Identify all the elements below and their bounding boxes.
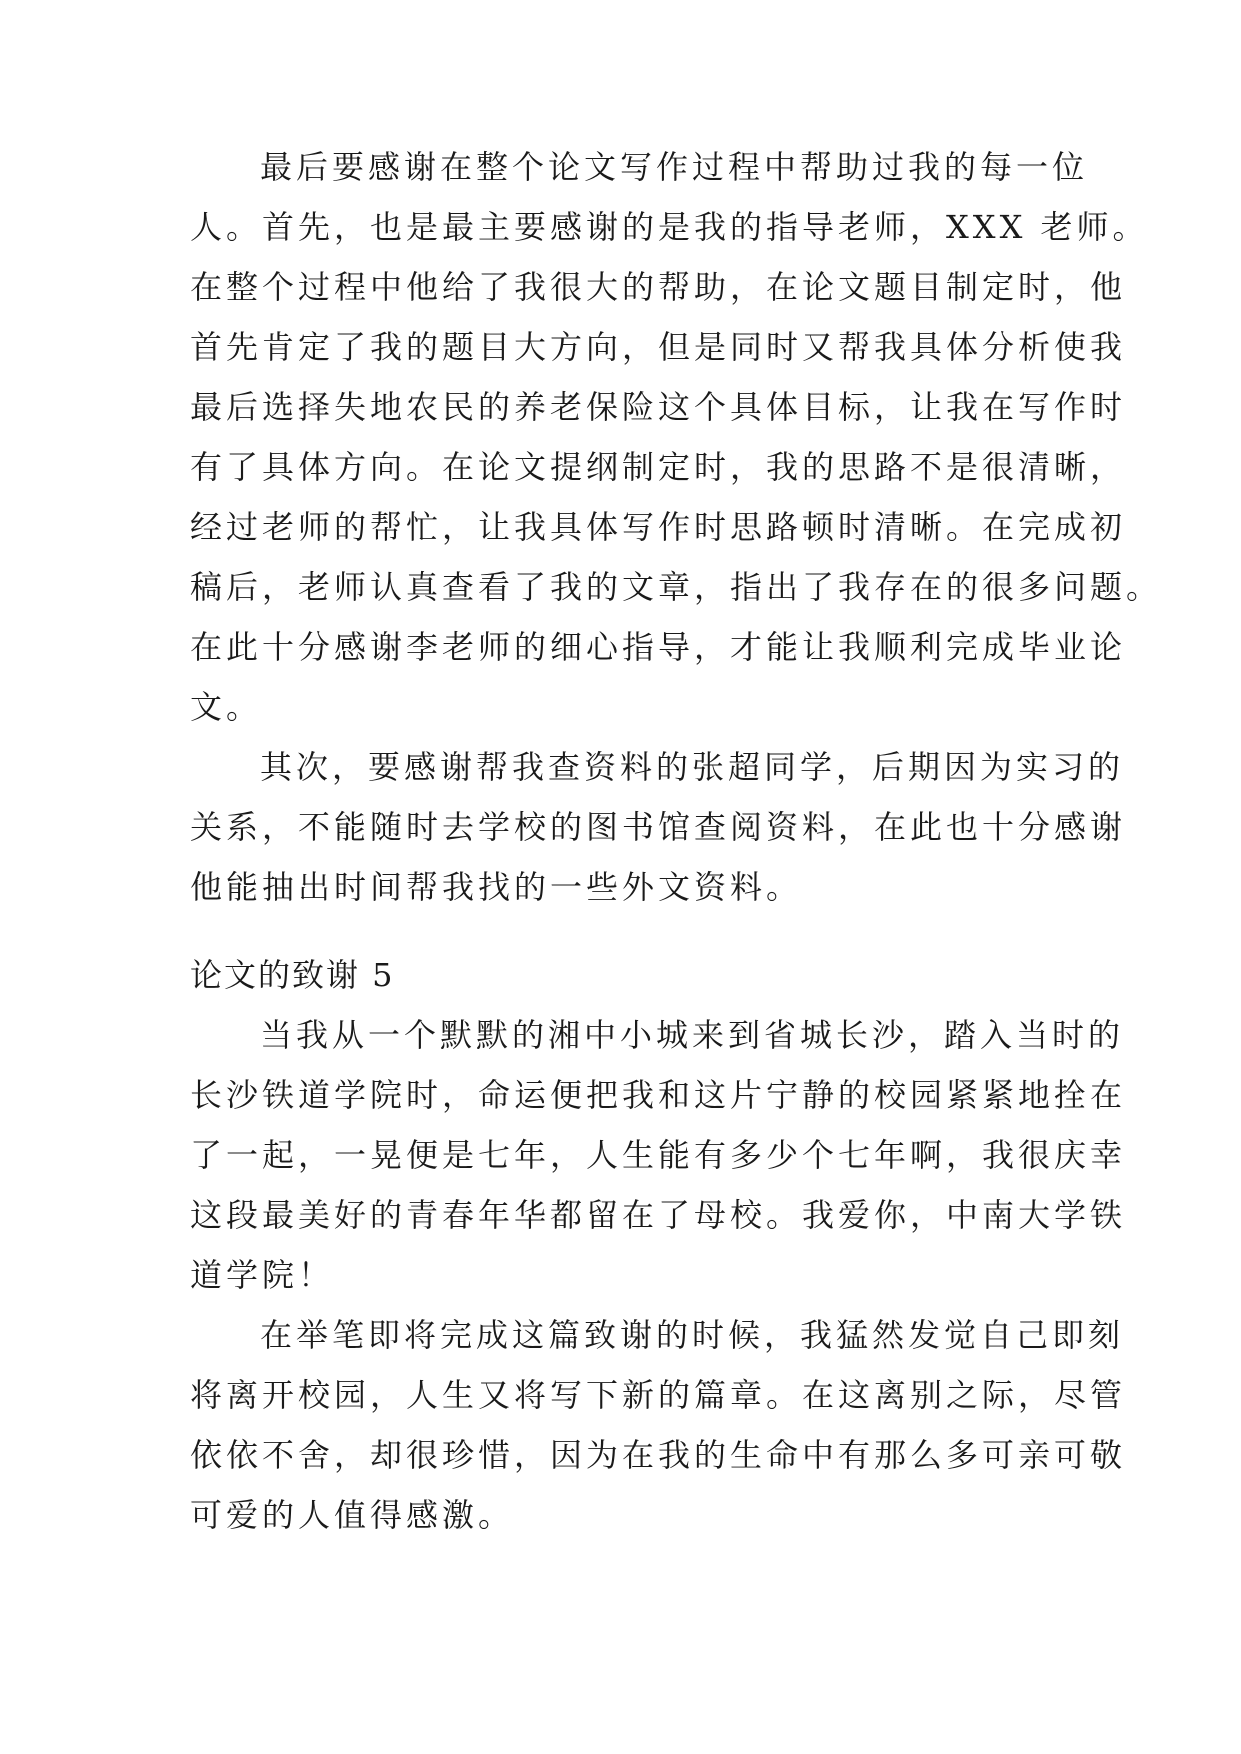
text-line: 其次，要感谢帮我查资料的张超同学，后期因为实习的 [260, 748, 1125, 786]
paragraph-school-memories [190, 1005, 1127, 1305]
text-line: 关系，不能随时去学校的图书馆查阅资料，在此也十分感谢 [190, 808, 1127, 846]
paragraph-thanks-advisor [190, 137, 1163, 737]
text-line: 可爱的人值得感激。 [190, 1496, 515, 1534]
text-line: 经过老师的帮忙，让我具体写作时思路顿时清晰。在完成初 [190, 508, 1127, 546]
text-line: 文。 [190, 688, 263, 726]
paragraph-thanks-classmate [190, 737, 1127, 917]
text-line: 依依不舍，却很珍惜，因为在我的生命中有那么多可亲可敬 [190, 1436, 1127, 1474]
text-line: 长沙铁道学院时，命运便把我和这片宁静的校园紧紧地拴在 [190, 1076, 1127, 1114]
text-line: 在举笔即将完成这篇致谢的时候，我猛然发觉自己即刻 [260, 1316, 1125, 1354]
text-line: 将离开校园，人生又将写下新的篇章。在这离别之际，尽管 [190, 1376, 1127, 1414]
text-line: 他能抽出时间帮我找的一些外文资料。 [190, 868, 803, 906]
text-line: 人。首先，也是最主要感谢的是我的指导老师，XXX 老师。 [190, 208, 1149, 246]
text-line: 有了具体方向。在论文提纲制定时，我的思路不是很清晰， [190, 448, 1127, 486]
text-line: 了一起，一晃便是七年，人生能有多少个七年啊，我很庆幸 [190, 1136, 1127, 1174]
paragraph-farewell [190, 1305, 1127, 1545]
text-line: 在整个过程中他给了我很大的帮助，在论文题目制定时，他 [190, 268, 1127, 306]
text-line: 首先肯定了我的题目大方向，但是同时又帮我具体分析使我 [190, 328, 1127, 366]
text-line: 稿后，老师认真查看了我的文章，指出了我存在的很多问题。 [190, 568, 1163, 606]
text-line: 最后要感谢在整个论文写作过程中帮助过我的每一位 [260, 148, 1089, 186]
text-line: 这段最美好的青春年华都留在了母校。我爱你，中南大学铁 [190, 1196, 1127, 1234]
text-line: 在此十分感谢李老师的细心指导，才能让我顺利完成毕业论 [190, 628, 1127, 666]
text-line: 当我从一个默默的湘中小城来到省城长沙，踏入当时的 [260, 1016, 1125, 1054]
section-heading: 论文的致谢 5 [190, 956, 395, 994]
text-line: 道学院！ [190, 1256, 335, 1294]
text-line: 最后选择失地农民的养老保险这个具体目标，让我在写作时 [190, 388, 1127, 426]
